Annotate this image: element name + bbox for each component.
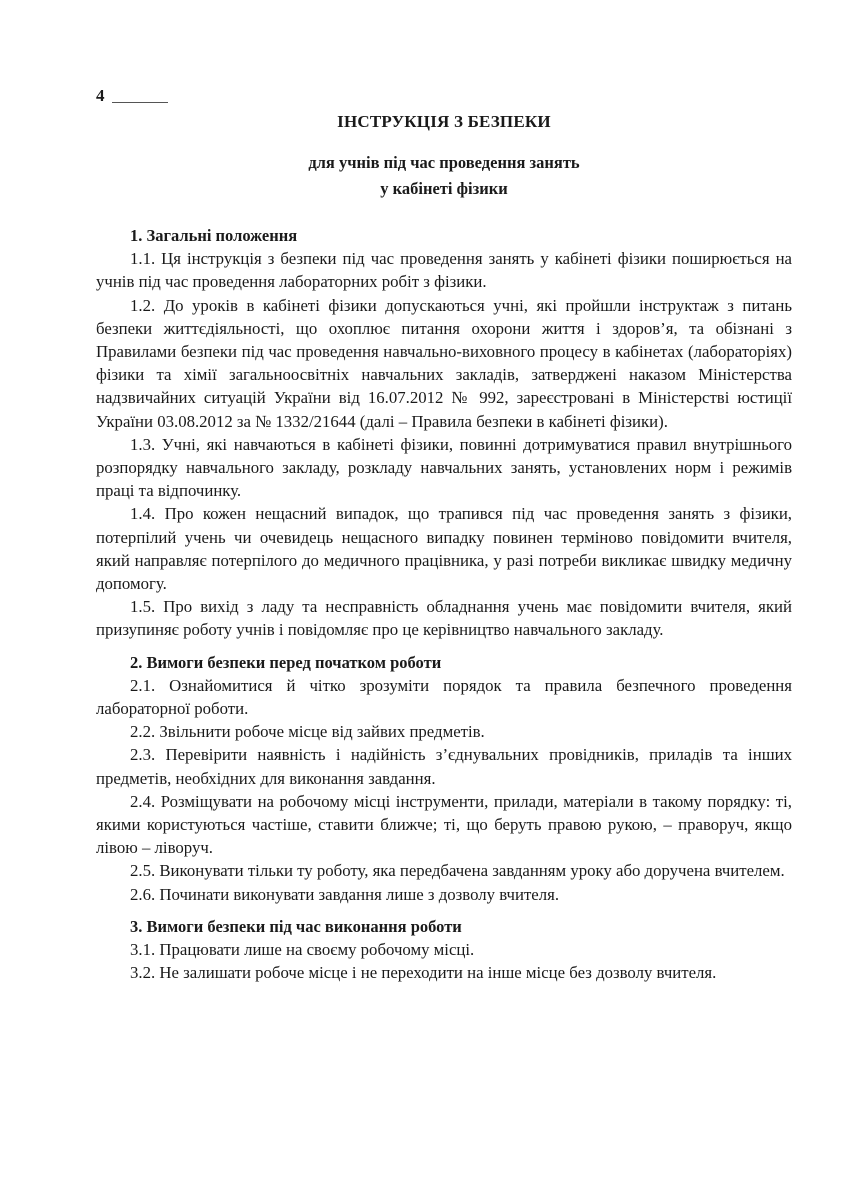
page-number-rule [112, 102, 168, 103]
page-number: 4 [96, 86, 105, 105]
paragraph-2-6: 2.6. Починати виконувати завдання лише з дозволу вчителя. [130, 884, 560, 904]
paragraph-1-3: 1.3. Учні, які навчаються в кабінеті фізики, повинні дотримуватися правил внутрішнього розпорядку навчального закладу, розкладу навчальних занять, установлених норм і режимів праці та відпочинку. [96, 434, 792, 501]
document-subtitle [96, 150, 792, 202]
section-heading-2: 2. Вимоги безпеки перед початком роботи [130, 652, 442, 672]
paragraph-2-4: 2.4. Розміщувати на робочому місці інструменти, прилади, матеріали в такому порядку: ті, якими користуються частіше, ставити ближче; ті, що беруть правою рукою, – праворуч, якщо лівою – ліворуч. [96, 791, 792, 858]
paragraph-2-5: 2.5. Виконувати тільки ту роботу, яка передбачена завданням уроку або доручена вчителем. [130, 861, 785, 881]
section-heading-3: 3. Вимоги безпеки під час виконання роботи [130, 916, 462, 936]
paragraph-1-5: 1.5. Про вихід з ладу та несправність обладнання учень має повідомити вчителя, який призупиняє роботу учнів і повідомляє про це керівництво навчального закладу. [96, 597, 792, 640]
paragraph-2-2: 2.2. Звільнити робоче місце від зайвих предметів. [130, 722, 485, 742]
paragraph-3-2: 3.2. Не залишати робоче місце і не переходити на інше місце без дозволу вчителя. [130, 963, 717, 983]
paragraph-2-1: 2.1. Ознайомитися й чітко зрозуміти порядок та правила безпечного проведення лабораторної роботи. [96, 675, 792, 719]
paragraph-1-2: 1.2. До уроків в кабінеті фізики допускаються учні, які пройшли інструктаж з питань безпеки життєдіяльності, що охоплює питання охорони життя і здоров’я, та обізнані з Правилами безпеки під час проведення навчально-виховного процесу в кабінетах (лабораторіях) фізики та хімії загальноосвітніх навчальних закладів, затверджені наказом Міністерства надзвичайних ситуацій України від 16.07.2012 № 992, зареєстровані в Міністерстві юстиції України 03.08.2012 за № 1332/21644 (далі – Правила безпеки в кабінеті фізики). [96, 295, 792, 431]
document-title: ІНСТРУКЦІЯ З БЕЗПЕКИ [337, 112, 551, 131]
paragraph-1-4: 1.4. Про кожен нещасний випадок, що трапився під час проведення занять з фізики, потерпілий учень чи очевидець нещасного випадку повинен терміново повідомити вчителя, який направляє потерпілого до медичного працівника, у разі потреби викликає швидку медичну допомогу. [96, 504, 792, 594]
section-heading-1: 1. Загальні положення [130, 226, 298, 245]
paragraph-2-3: 2.3. Перевірити наявність і надійність з’єднувальних провідників, приладів та інших предметів, необхідних для виконання завдання. [96, 745, 792, 788]
subtitle-line-2: у кабінеті фізики [380, 179, 508, 198]
document-body [96, 224, 792, 985]
subtitle-line-1: для учнів під час проведення занять [308, 153, 580, 172]
paragraph-1-1: 1.1. Ця інструкція з безпеки під час проведення занять у кабінеті фізики поширюється на учнів під час проведення лабораторних робіт з фізики. [96, 249, 792, 292]
paragraph-3-1: 3.1. Працювати лише на своєму робочому місці. [130, 940, 475, 960]
